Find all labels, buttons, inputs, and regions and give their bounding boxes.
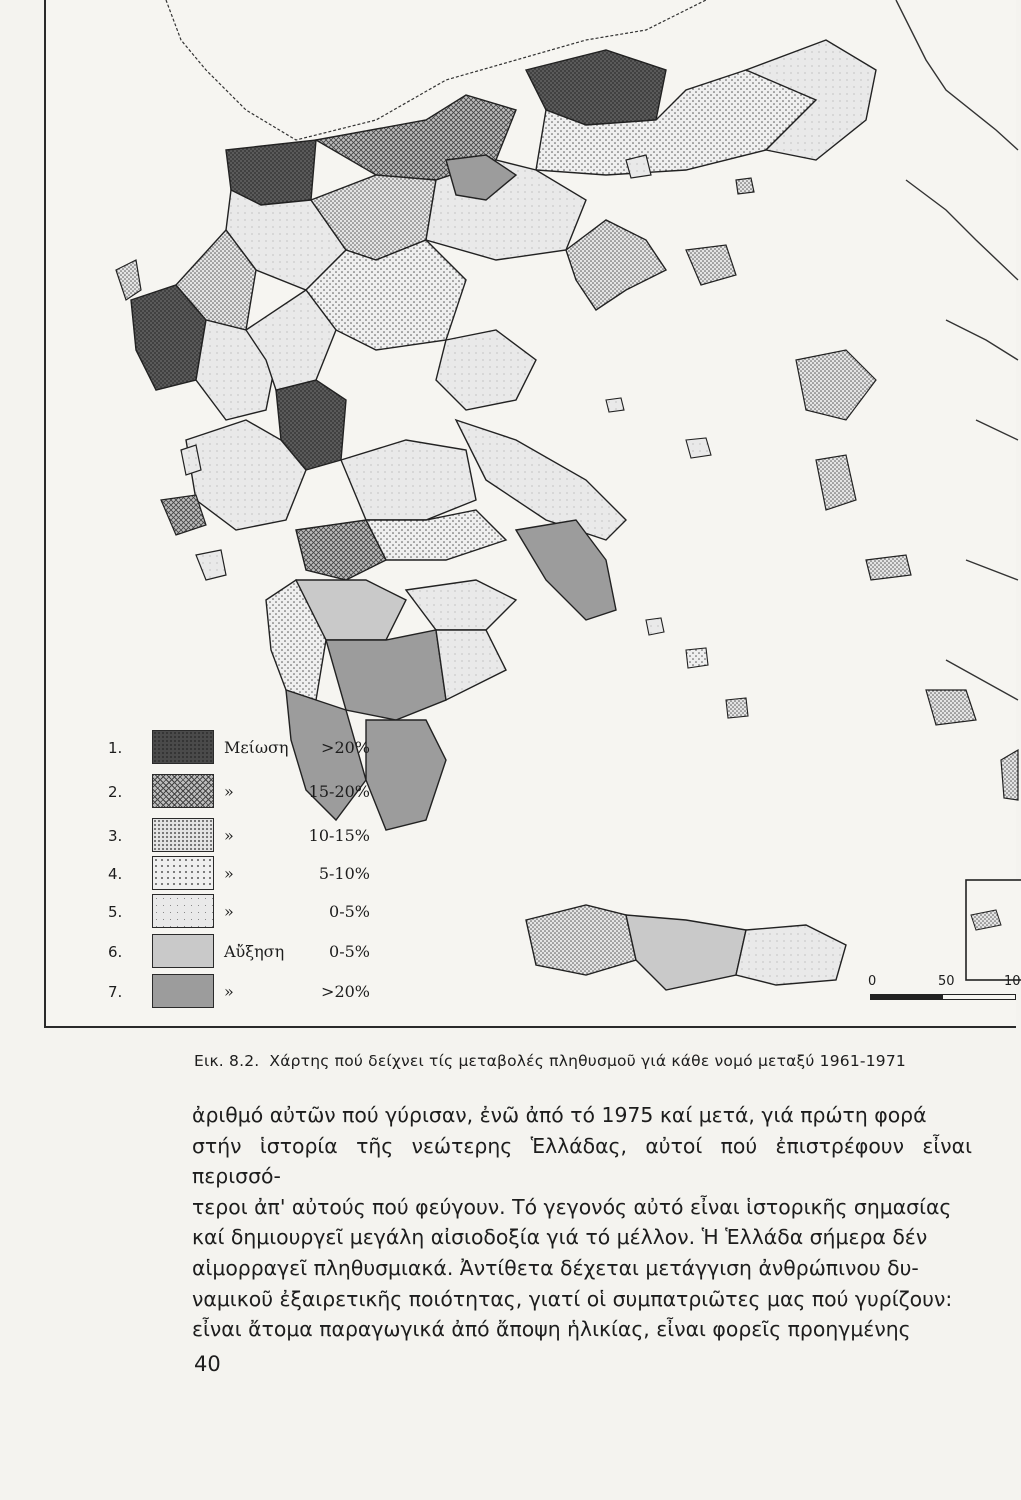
legend-range: 0-5%	[329, 902, 370, 921]
island-thasos	[626, 155, 651, 178]
legend-swatch	[152, 774, 214, 808]
legend-range: >20%	[321, 982, 370, 1001]
figure-caption	[194, 1052, 994, 1070]
legend-range: >20%	[321, 738, 370, 757]
region-arkadia	[326, 630, 446, 720]
legend-lead: »	[224, 826, 234, 845]
scale-line	[870, 994, 1016, 1000]
island-cyclades-2	[686, 648, 708, 668]
region-magnesia	[436, 330, 536, 410]
island-lesvos	[796, 350, 876, 420]
legend-item	[108, 856, 398, 892]
island-samos	[866, 555, 911, 580]
island-corfu	[116, 260, 141, 300]
island-cyclades-1	[646, 618, 664, 635]
legend-lead: »	[224, 982, 234, 1001]
island-zakynthos	[196, 550, 226, 580]
region-fthiotida	[341, 440, 476, 520]
legend-swatch	[152, 894, 214, 928]
island-chios	[816, 455, 856, 510]
inset-box	[966, 880, 1021, 980]
region-crete-west	[526, 905, 636, 975]
region-crete-center	[626, 915, 746, 990]
legend-number: 7.	[108, 983, 123, 1001]
legend-lead: »	[224, 902, 234, 921]
island-sporades	[606, 398, 624, 412]
legend-range: 10-15%	[308, 826, 370, 845]
legend-number: 3.	[108, 827, 123, 845]
population-change-map	[44, 0, 1021, 1028]
scale-label-end: 10	[1004, 974, 1021, 989]
scale-bar	[866, 974, 1021, 1014]
figure-title: Χάρτης πού δείχνει τίς μεταβολές πληθυσμοῦ γιά κάθε νομό μεταξύ 1961-1971	[269, 1052, 906, 1070]
legend-item	[108, 934, 398, 970]
legend-swatch	[152, 934, 214, 968]
island-cyclades-3	[726, 698, 748, 718]
legend-number: 2.	[108, 783, 123, 801]
scale-label-zero: 0	[868, 974, 877, 989]
legend-range: 15-20%	[308, 782, 370, 801]
page-number: 40	[194, 1352, 221, 1376]
legend-item	[108, 774, 398, 810]
legend-item	[108, 730, 398, 766]
legend-number: 1.	[108, 739, 123, 757]
legend-item	[108, 818, 398, 854]
legend-swatch	[152, 818, 214, 852]
legend-number: 4.	[108, 865, 123, 883]
legend-range: 0-5%	[329, 942, 370, 961]
region-korinthia	[406, 580, 516, 630]
island-samothraki	[736, 178, 754, 194]
legend-lead: Μείωση	[224, 738, 289, 757]
legend-number: 6.	[108, 943, 123, 961]
legend-swatch	[152, 974, 214, 1008]
island-rhodes	[1001, 750, 1018, 800]
legend-lead: »	[224, 782, 234, 801]
island-limnos	[686, 245, 736, 285]
region-crete-east	[736, 925, 846, 985]
turkey-coast	[896, 0, 1018, 700]
legend-lead: »	[224, 864, 234, 883]
region-argolida	[436, 630, 506, 700]
legend-swatch	[152, 730, 214, 764]
island-skyros	[686, 438, 711, 458]
legend-lead: Αὔξηση	[224, 942, 285, 961]
body-text: ἀριθμό αὐτῶν πού γύρισαν, ἐνῶ ἀπό τό 1975 καί μετά, γιά πρώτη φορά στήν ἱστορία τῆς νεώτερης Ἑλλάδας, αὐτοί πού ἐπιστρέφουν εἶναι περισσό- τεροι ἀπ' αὐτούς πού φεύγουν. Τό γεγονός αὐτό εἶναι ἱστορικῆς σημασίας καί δημιουργεῖ μεγάλη αἰσιοδοξία γιά τό μέλλον. Ἡ Ἑλλάδα σήμερα δέν αἱμορραγεῖ πληθυσμιακά. Ἀντίθετα δέχεται μετάγγιση ἀνθρώπινου δυ- ναμικοῦ ἐξαιρετικῆς ποιότητας, γιατί οἱ συμπατριῶτες μας πού γυρίζουν: εἶναι ἄτομα παραγωγικά ἀπό ἄποψη ἡλικίας, εἶναι φορεῖς προηγμένης	[192, 1103, 972, 1342]
figure-label: Εικ. 8.2.	[194, 1052, 260, 1070]
legend-item	[108, 974, 398, 1010]
region-chalkidiki	[566, 220, 666, 310]
legend-number: 5.	[108, 903, 123, 921]
scale-label-mid: 50	[938, 974, 955, 989]
legend-item	[108, 894, 398, 930]
legend-swatch	[152, 856, 214, 890]
island-dodecanese	[926, 690, 976, 725]
legend-range: 5-10%	[318, 864, 370, 883]
